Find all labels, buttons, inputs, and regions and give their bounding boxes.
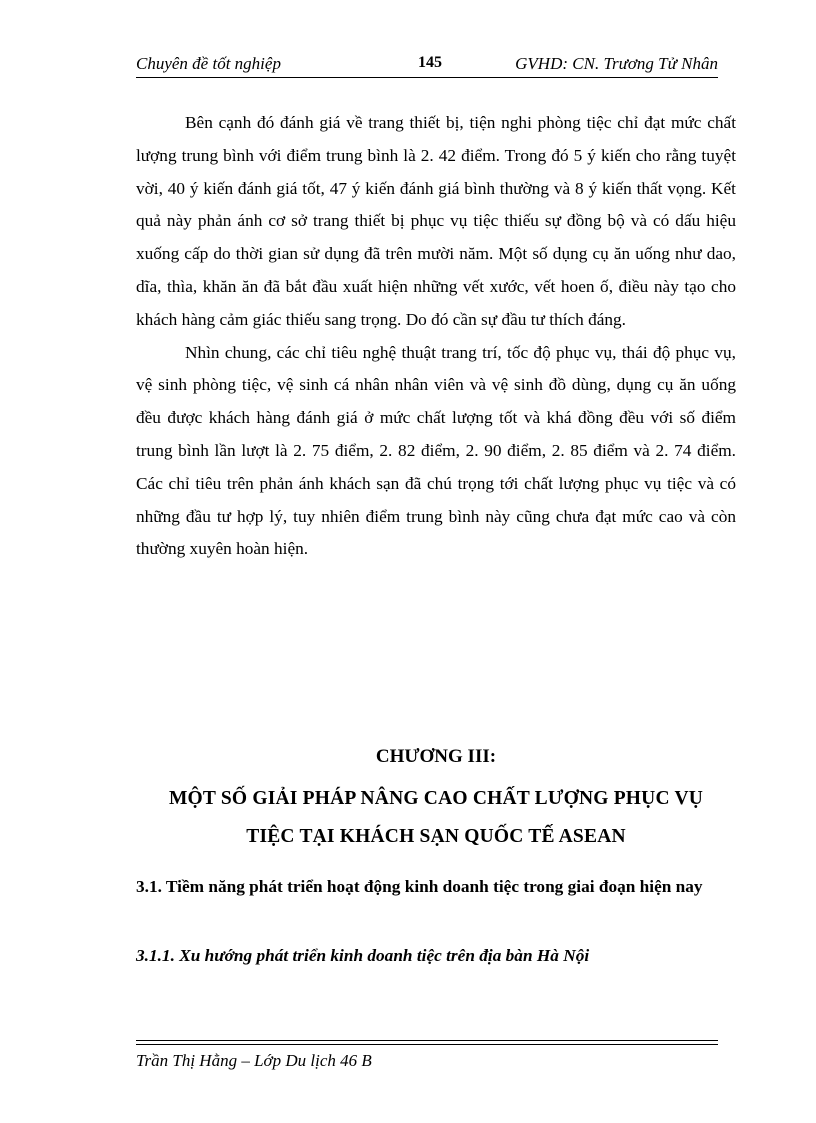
chapter-number: CHƯƠNG III: [375,746,497,767]
section-heading-3-1: 3.1. Tiềm năng phát triển hoạt động kinh doanh tiệc trong giai đoạn hiện nay [136,877,703,896]
footer-author: Trần Thị Hằng – Lớp Du lịch 46 B [136,1051,372,1070]
header-rule [136,77,718,78]
page-number: 145 [418,54,442,71]
paragraph-1: Bên cạnh đó đánh giá về trang thiết bị, tiện nghi phòng tiệc chỉ đạt mức chất lượng trung bình với điểm trung bình là 2. 42 điểm. Trong đó 5 ý kiến cho rằng tuyệt vời, 40 ý kiến đánh giá tốt, 47 ý kiến đánh giá bình thường và 8 ý kiến thất vọng. Kết quả này phản ánh cơ sở trang thiết bị phục vụ tiệc thiếu sự đồng bộ và có dấu hiệu xuống cấp do thời gian sử dụng đã trên mười năm. Một số dụng cụ ăn uống như dao, dĩa, thìa, khăn ăn đã bắt đầu xuất hiện những vết xước, vết hoen ố, điều này tạo cho khách hàng cảm giác thiếu sang trọng. Do đó cần sự đầu tư thích đáng. [136,113,736,329]
paragraph-2: Nhìn chung, các chỉ tiêu nghệ thuật trang trí, tốc độ phục vụ, thái độ phục vụ, vệ sinh phòng tiệc, vệ sinh cá nhân nhân viên và vệ sinh đồ dùng, dụng cụ ăn uống đều được khách hàng đánh giá ở mức chất lượng tốt và khá đồng đều với số điểm trung bình lần lượt là 2. 75 điểm, 2. 82 điểm, 2. 90 điểm, 2. 85 điểm và 2. 74 điểm. Các chỉ tiêu trên phản ánh khách sạn đã chú trọng tới chất lượng phục vụ tiệc và có những đầu tư hợp lý, tuy nhiên điểm trung bình này cũng chưa đạt mức cao và còn thường xuyên hoàn hiện. [136,342,736,559]
header-document-type: Chuyên đề tốt nghiệp [136,54,281,73]
footer-rule-top [136,1040,718,1041]
footer-rule-bottom [136,1044,718,1045]
header-supervisor: GVHD: CN. Trương Tử Nhân [515,54,718,73]
chapter-title-line-1: MỘT SỐ GIẢI PHÁP NÂNG CAO CHẤT LƯỢNG PHỤC VỤ [168,788,704,809]
body-text [136,107,736,566]
page-header [136,52,718,80]
section-heading-3-1-1: 3.1.1. Xu hướng phát triển kinh doanh tiệc trên địa bàn Hà Nội [136,946,590,965]
page-footer [136,1040,718,1071]
chapter-title-line-2: TIỆC TẠI KHÁCH SẠN QUỐC TẾ ASEAN [246,826,626,847]
